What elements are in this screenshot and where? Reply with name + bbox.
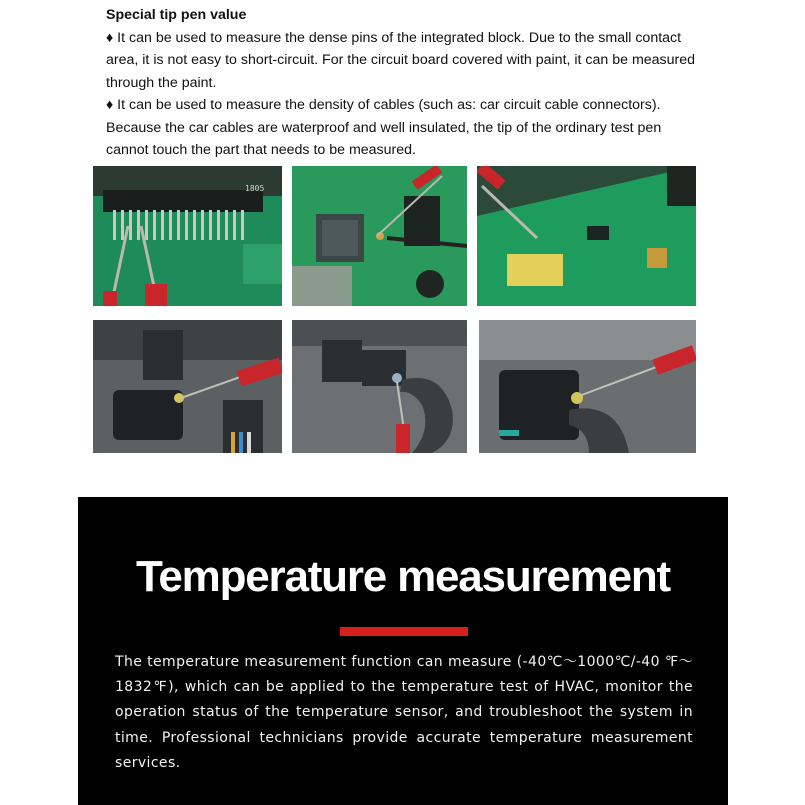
car-connector-photo-icon — [93, 320, 282, 453]
car-connector-photo-icon — [292, 320, 467, 453]
intro-section — [106, 4, 706, 162]
car-connector-photo-icon — [479, 320, 696, 453]
circuit-board-photo-icon — [477, 166, 696, 306]
circuit-board-photo-1 — [93, 166, 282, 306]
circuit-board-photo-2 — [292, 166, 467, 306]
circuit-board-photo-3 — [477, 166, 696, 306]
car-connector-photo-3 — [479, 320, 696, 453]
temperature-banner — [78, 497, 728, 805]
circuit-board-photo-icon — [292, 166, 467, 306]
banner-title: Temperature measurement — [135, 552, 671, 601]
intro-heading: Special tip pen value — [106, 7, 247, 23]
board-label: 1805 — [245, 184, 265, 193]
car-connector-photo-1 — [93, 320, 282, 453]
accent-bar — [340, 627, 468, 636]
banner-description: The temperature measurement function can measure (-40℃～1000℃/-40 ℉～1832℉), which can be applied to the temperature test of HVAC, monitor the operation status of the temperature sensor, and troubleshoot the system in time. Professional technicians provide accurate temperature measurement services. — [115, 654, 693, 771]
intro-bullet-2: ♦ It can be used to measure the density of cables (such as: car circuit cable connectors). Because the car cables are waterproof and well insulated, the tip of the ordinary test pen cannot touch the part that needs to be measured. — [106, 97, 662, 158]
car-connector-photo-2 — [292, 320, 467, 453]
intro-bullet-1: ♦ It can be used to measure the dense pins of the integrated block. Due to the small contact area, it is not easy to short-circuit. For the circuit board covered with paint, it can be measured through the paint. — [106, 29, 696, 91]
